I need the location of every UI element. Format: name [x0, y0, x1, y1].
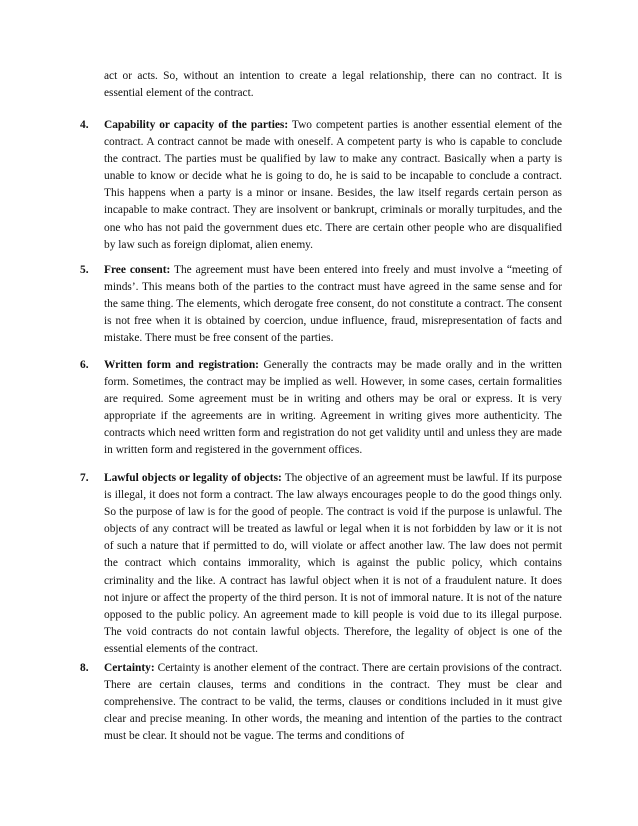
item-number: 4.: [80, 119, 89, 131]
item-title: Lawful objects or legality of objects:: [104, 472, 282, 484]
item-body: [104, 357, 562, 460]
list-item-7: [80, 470, 562, 658]
item-text: Generally the contracts may be made orally and in the written form. Sometimes, the contract may be implied as well. However, in some cases, certain formalities are required. Some agreement must be in writing and others may be oral or express. It is very appropriate if the agreements are in writing. Agreement in writing gives more authenticity. The contracts which need written form and registration do not get validity until and unless they are made in written form and registered in the government offices.: [104, 359, 562, 457]
list-item-4: [80, 117, 562, 254]
item-text: Two competent parties is another essential element of the contract. A contract cannot be made with oneself. A competent party is who is capable to conclude the contract. The parties must be qualified by law to make any contract. Basically when a party is unable to know or decide what he is going to do, he is said to be incapable to conclude a contract. This happens when a party is a minor or insane. Besides, the law itself regards certain person as incapable to make contract. They are insolvent or bankrupt, criminals or morally turpitudes, and the one who has not paid the government dues etc. There are certain other people who are disqualified by law such as foreign diplomat, alien enemy.: [104, 119, 562, 251]
item-number: 6.: [80, 359, 89, 371]
continuation-paragraph: [104, 68, 562, 102]
item-number: 8.: [80, 662, 89, 674]
item-title: Certainty:: [104, 662, 155, 674]
item-number: 7.: [80, 472, 89, 484]
item-title: Written form and registration:: [104, 359, 259, 371]
item-text: The objective of an agreement must be lawful. If its purpose is illegal, it does not form a contract. The law always encourages people to do the good things only. So the purpose of law is for the good of people. The contract is void if the purpose is unlawful. The objects of any contract will be treated as lawful or legal when it is not forbidden by law or it is not of such a nature that if permitted to do, will violate or affect another law. The law does not permit the contract which contains immorality, which is against the public policy, which contains criminality and the like. A contract has lawful object when it is not of a fraudulent nature. It does not injure or affect the property of the third person. It is not of immoral nature. It is not of the nature opposed to the public policy. An agreement made to kill people is void due to its illegal purpose. The void contracts do not contain lawful objects. Therefore, the legality of object is one of the essential elements of the contract.: [104, 472, 562, 655]
item-title: Capability or capacity of the parties:: [104, 119, 289, 131]
item-body: [104, 262, 562, 347]
item-number: 5.: [80, 264, 89, 276]
item-body: [104, 660, 562, 745]
item-body: [104, 470, 562, 658]
continuation-text: act or acts. So, without an intention to create a legal relationship, there can no contract. It is essential element of the contract.: [104, 70, 562, 100]
list-item-5: [80, 262, 562, 347]
item-body: [104, 117, 562, 254]
list-item-6: [80, 357, 562, 460]
item-text: Certainty is another element of the contract. There are certain provisions of the contract. There are certain clauses, terms and conditions in the contract. They must be clear and comprehensive. The contract to be valid, the terms, clauses or conditions included in it must give clear and precise meaning. In other words, the meaning and intention of the parties to the contract must be clear. It should not be vague. The terms and conditions of: [104, 662, 562, 743]
item-text: The agreement must have been entered into freely and must involve a “meeting of minds’. This means both of the parties to the contract must have agreed in the same sense and for the same thing. The elements, which derogate free consent, do not constitute a contract. The consent is not free when it is obtained by coercion, undue influence, fraud, misrepresentation of facts and mistake. There must be free consent of the parties.: [104, 264, 562, 345]
list-item-8: [80, 660, 562, 745]
item-title: Free consent:: [104, 264, 171, 276]
